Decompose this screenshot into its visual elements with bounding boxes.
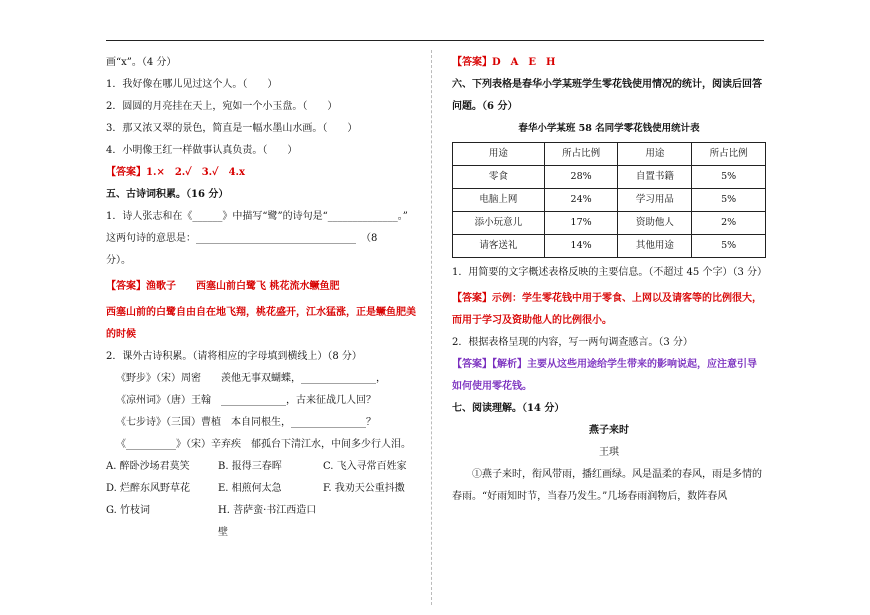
section-6-heading: 六、下列表格是春华小学某班学生零花钱使用情况的统计，阅读后回答问题。（6 分）: [452, 79, 762, 112]
answer-3: 【答案】D A E H: [452, 57, 556, 68]
allowance-table: [452, 142, 766, 258]
table-cell: 学习用品: [618, 189, 692, 212]
option-e: E. 相煎何太急: [218, 483, 282, 494]
question-4: 4．小明像王红一样做事认真负责。（ ）: [106, 145, 298, 156]
table-cell: 5%: [692, 189, 766, 212]
option-b: B. 报得三春晖: [218, 461, 282, 472]
table-cell: 零食: [453, 166, 545, 189]
answer-5: 【答案】【解析】主要从这些用途给学生带来的影响说起，应注意引导如何使用零花钱。: [452, 359, 757, 392]
poem-question-2: 2．课外古诗积累。（请将相应的字母填到横线上）（8 分）: [106, 351, 362, 362]
option-f: F. 我劝天公重抖擞: [323, 483, 405, 494]
poem-line-1: 《野步》（宋）周密 羡他无事双蝴蝶，_______________，: [116, 373, 386, 384]
essay-title: 燕子来时: [589, 425, 629, 436]
option-g: G. 竹枝词: [106, 505, 150, 516]
table-cell: 用途: [618, 143, 692, 166]
option-c: C. 飞入寻常百姓家: [323, 461, 407, 472]
table-cell: 所占比例: [544, 143, 618, 166]
essay-paragraph-1: ①燕子来时，衔风带雨，播红画绿。风是温柔的春风，雨是多情的春雨。“好雨知时节，当春乃发生。”几场春雨润物后，数阵春风: [452, 469, 762, 502]
poem-line-4: 《__________》（宋）辛弃疾 郁孤台下清江水，中间多少行人泪。: [116, 439, 411, 450]
answer-4: 【答案】示例：学生零花钱中用于零食、上网以及请客等的比例很大，而用于学习及资助他人的比例很小。: [452, 293, 762, 326]
answer-1: 【答案】1.× 2.✓ 3.✓ 4.x: [106, 167, 245, 178]
option-a: A. 醉卧沙场君莫笑: [106, 461, 190, 472]
option-d: D. 烂醉东风野草花: [106, 483, 191, 494]
table-cell: 24%: [544, 189, 618, 212]
option-empty: [323, 500, 423, 544]
table-cell: 用途: [453, 143, 545, 166]
right-column: [452, 52, 766, 508]
table-cell: 自置书籍: [618, 166, 692, 189]
table-cell: 请客送礼: [453, 235, 545, 258]
table-cell: 电脑上网: [453, 189, 545, 212]
table-cell: 其他用途: [618, 235, 692, 258]
table-row: [453, 235, 766, 258]
table-row: [453, 189, 766, 212]
essay-author: 王琪: [599, 447, 619, 458]
table-cell: 资助他人: [618, 212, 692, 235]
table-title: 春华小学某班 58 名同学零花钱使用统计表: [518, 123, 700, 134]
question-2: 2．圆圆的月亮挂在天上，宛如一个小玉盘。（ ）: [106, 101, 338, 112]
table-row: [453, 212, 766, 235]
options-grid: [106, 456, 421, 544]
answer-2: 【答案】渔歌子 西塞山前白鹭飞 桃花流水鳜鱼肥: [106, 281, 340, 292]
table-cell: 17%: [544, 212, 618, 235]
table-cell: 28%: [544, 166, 618, 189]
poem-line-2: 《凉州词》（唐）王翰 _____________，古来征战几人回？: [116, 395, 376, 406]
question-3: 3．那又浓又翠的景色，简直是一幅水墨山水画。（ ）: [106, 123, 358, 134]
question-6-2: 2．根据表格呈现的内容，写一两句调查感言。（3 分）: [452, 337, 693, 348]
section-5-heading: 五、古诗词积累。（16 分）: [106, 189, 229, 200]
answer-2-explanation: 西塞山前的白鹭自由自在地飞翔，桃花盛开，江水猛涨，正是鳜鱼肥美的时候: [106, 307, 416, 340]
left-column: [106, 52, 421, 544]
poem-question-1-c: 分）。: [106, 255, 131, 266]
table-row: [453, 166, 766, 189]
header-rule: [106, 40, 764, 41]
section-7-heading: 七、阅读理解。（14 分）: [452, 403, 565, 414]
text-line: 画“x”。（4 分）: [106, 57, 177, 68]
poem-question-1-b: 这两句诗的意思是：________________________________ （8: [106, 233, 378, 244]
table-cell: 5%: [692, 235, 766, 258]
option-h: H. 菩萨蛮·书江西造口壁: [218, 505, 317, 538]
table-cell: 所占比例: [692, 143, 766, 166]
table-row: [453, 143, 766, 166]
poem-question-1: 1．诗人张志和在《______》中描写“鹭”的诗句是“______________。”: [106, 211, 408, 222]
question-6-1: 1．用简要的文字概述表格反映的主要信息。（不超过 45 个字）（3 分）: [452, 267, 767, 278]
table-cell: 2%: [692, 212, 766, 235]
poem-line-3: 《七步诗》（三国）曹植 本自同根生，_______________？: [116, 417, 376, 428]
column-divider: [431, 50, 432, 605]
table-cell: 添小玩意儿: [453, 212, 545, 235]
question-1: 1．我好像在哪儿见过这个人。（ ）: [106, 79, 278, 90]
table-cell: 14%: [544, 235, 618, 258]
table-cell: 5%: [692, 166, 766, 189]
